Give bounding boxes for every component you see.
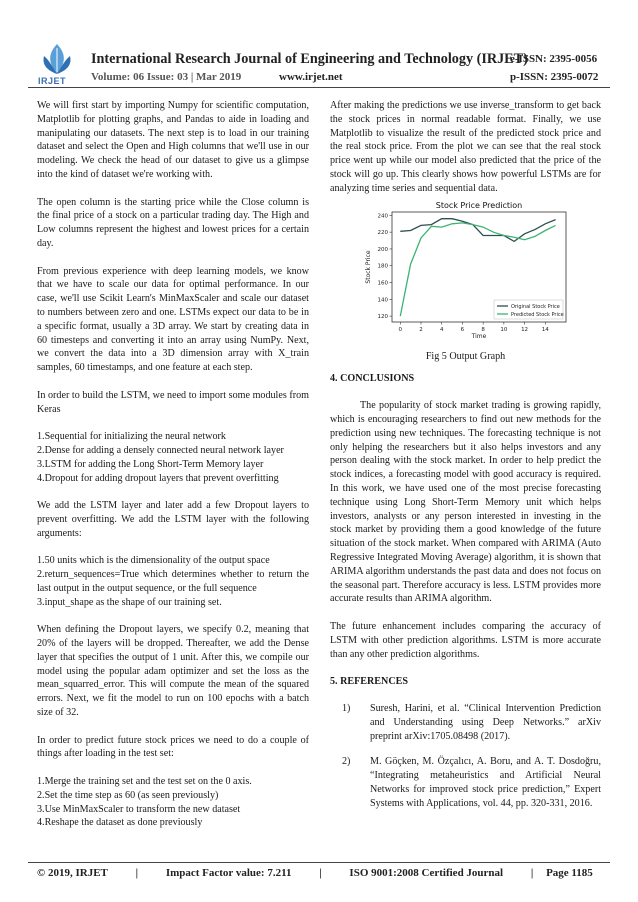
impact-factor: Impact Factor value: 7.211: [165, 867, 292, 879]
page-footer: [37, 867, 607, 879]
conclusions-heading: 4. CONCLUSIONS: [330, 373, 415, 385]
p-issn: p-ISSN: 2395-0072: [510, 71, 599, 83]
references-heading: 5. REFERENCES: [330, 676, 408, 688]
y-axis-label: Stock Price: [365, 250, 372, 284]
list-item: 2.Dense for adding a densely connected neural network layer: [37, 444, 284, 456]
x-tick-label: 8: [481, 326, 485, 333]
reference-number: 2): [342, 756, 351, 768]
reference-item: [330, 755, 601, 810]
paragraph: When defining the Dropout layers, we specify 0.2, meaning that 20% of the layers will be dropped. Thereafter, we add the Dense layer that specifies the output of 1 unit. After this, we compile our model using the popular adam optimizer and set the loss as the mean_squarred_error. This will compute the mean of the squared errors. Next, we fit the model to run on 100 epochs with a batch size of 32.: [37, 624, 309, 719]
e-issn: e-ISSN: 2395-0056: [510, 53, 598, 65]
test-steps-list: [37, 775, 309, 830]
list-item: 4.Dropout for adding dropout layers that prevent overfitting: [37, 472, 279, 484]
x-tick-label: 6: [460, 326, 465, 333]
copyright: © 2019, IRJET: [37, 867, 108, 879]
list-item: 3.input_shape as the shape of our training set.: [37, 596, 222, 608]
page-header: [0, 0, 638, 92]
paragraph: We add the LSTM layer and later add a few Dropout layers to prevent overfitting. We add the LSTM layer with the following arguments:: [37, 500, 309, 539]
reference-text: Suresh, Harini, et al. “Clinical Intervention Prediction and Understanding using Deep Networks.” arXiv preprint arXiv:1705.08498 (2017).: [370, 702, 601, 742]
paragraph: From previous experience with deep learning models, we know that we have to scale our data for optimal performance. In our case, we'll use Scikit Learn's MinMaxScaler and scale our dataset to numbers between zero and one. LSTMs expect our data to be in a specific format, usually a 3D array. We start by creating data in 60 timesteps and converting it into an array using NumPy. Next, we convert the data into a 3D dimension array with X_train samples, 60 timestamps, and one feature at each step.: [37, 265, 309, 374]
separator: |: [319, 867, 322, 879]
x-tick-label: 4: [439, 326, 444, 333]
reference-number: 1): [342, 702, 351, 714]
x-axis-label: Time: [471, 332, 487, 340]
legend-label: Original Stock Price: [511, 303, 560, 310]
list-item: 1.Merge the training set and the test set on the 0 axis.: [37, 776, 252, 788]
list-item: 3.LSTM for adding the Long Short-Term Memory layer: [37, 458, 264, 470]
right-column: [330, 99, 601, 822]
y-tick-label: 140: [377, 296, 388, 303]
list-item: 2.Set the time step as 60 (as seen previously): [37, 789, 219, 801]
page-number: Page 1185: [546, 867, 593, 879]
separator: |: [135, 867, 139, 879]
journal-url[interactable]: www.irjet.net: [279, 71, 343, 83]
chart-svg: [330, 198, 601, 348]
list-item: 4.Reshape the dataset as done previously: [37, 817, 203, 829]
paragraph: The open column is the starting price while the Close column is the final price of a stock on a particular trading day. The High and Low columns represent the highest and lowest prices for a certain day.: [37, 196, 309, 249]
y-tick-label: 200: [377, 246, 388, 253]
x-tick-label: 14: [541, 326, 549, 333]
header-divider: [28, 87, 610, 88]
reference-item: [330, 702, 601, 743]
paragraph: We will first start by importing Numpy for scientific computation, Matplotlib for plotting graphs, and Pandas to aide in loading and manipulating our datasets. The next step is to load in our training dataset and select the Open and High columns that we'll use in our modeling. We check the head of our dataset to give us a glimpse into the kind of dataset we're working with.: [37, 100, 309, 180]
x-tick-label: 12: [521, 326, 529, 333]
paragraph: In order to build the LSTM, we need to import some modules from Keras: [37, 389, 309, 415]
x-tick-label: 0: [398, 326, 403, 333]
x-tick-label: 2: [419, 326, 423, 333]
y-tick-label: 240: [377, 212, 388, 219]
list-item: 1.Sequential for initializing the neural network: [37, 431, 226, 443]
y-tick-label: 120: [377, 313, 388, 320]
paragraph: In order to predict future stock prices we need to do a couple of things after loading in the test set:: [37, 734, 309, 760]
legend-label: Predicted Stock Price: [511, 311, 564, 318]
left-column: [37, 99, 309, 830]
logo-text: IRJET: [38, 76, 67, 86]
lstm-arguments-list: [37, 554, 309, 609]
y-tick-label: 180: [377, 263, 388, 270]
y-tick-label: 220: [377, 229, 388, 236]
list-item: 1.50 units which is the dimensionality of the output space: [37, 555, 270, 567]
iso-certification: ISO 9001:2008 Certified Journal: [349, 867, 504, 879]
journal-title: International Research Journal of Engineering and Technology (IRJET): [91, 51, 528, 67]
keras-modules-list: [37, 430, 309, 485]
y-tick-label: 160: [377, 280, 388, 287]
list-item: 3.Use MinMaxScaler to transform the new dataset: [37, 803, 241, 815]
paragraph: After making the predictions we use inverse_transform to get back the stock prices in normal readable format. Finally, we use Matplotlib to visualize the result of the predicted stock price and the real stock price. From the plot we can see that the real stock price went up while our model also predicted that the price of the stock will go up. This clearly shows how powerful LSTMs are for analyzing time series and sequential data.: [330, 100, 601, 194]
paragraph: The future enhancement includes comparing the accuracy of LSTM with other prediction algorithms. LSTM is more accurate than any other prediction algorithms.: [330, 620, 601, 660]
reference-text: M. Göçken, M. Özçalıcı, A. Boru, and A. T. Dosdoğru, “Integrating metaheuristics and Artificial Neural Networks for improved stock price prediction,” Expert Systems with Applications, vol. 44, pp. 320-331, 2016.: [370, 756, 601, 809]
list-item: 2.return_sequences=True which determines whether to return the last output in the output sequence, or the full sequence: [37, 569, 309, 594]
volume-issue: Volume: 06 Issue: 03 | Mar 2019: [91, 71, 242, 83]
chart-title: Stock Price Prediction: [435, 200, 523, 210]
x-tick-label: 10: [500, 326, 508, 333]
paragraph: The popularity of stock market trading is growing rapidly, which is encouraging researchers to find out new methods for the prediction using new techniques. The forecasting technique is not only helping the researchers but it also helps investors and any person dealing with the stock market. In order to help predict the stock indices, a forecasting model with good accuracy is required. In this work, we have used one of the most precise forecasting technique using Long Short-Term Memory unit which helps investors, analysts or any person interested in investing in the stock market by providing them a good knowledge of the future situation of the stock market. When compared with ARIMA (Auto Regressive Integrated Moving Average) algorithm, it is shown that ARIMA algorithm understands the past data and does not focus on the seasonal part. Therefore accuracy is less. LSTM provides more accurate results than ARIMA algorithm.: [330, 400, 601, 605]
footer-divider: [28, 862, 610, 863]
figure-caption: Fig 5 Output Graph: [425, 350, 506, 362]
stock-price-chart: [330, 198, 601, 348]
separator: |: [530, 867, 534, 879]
